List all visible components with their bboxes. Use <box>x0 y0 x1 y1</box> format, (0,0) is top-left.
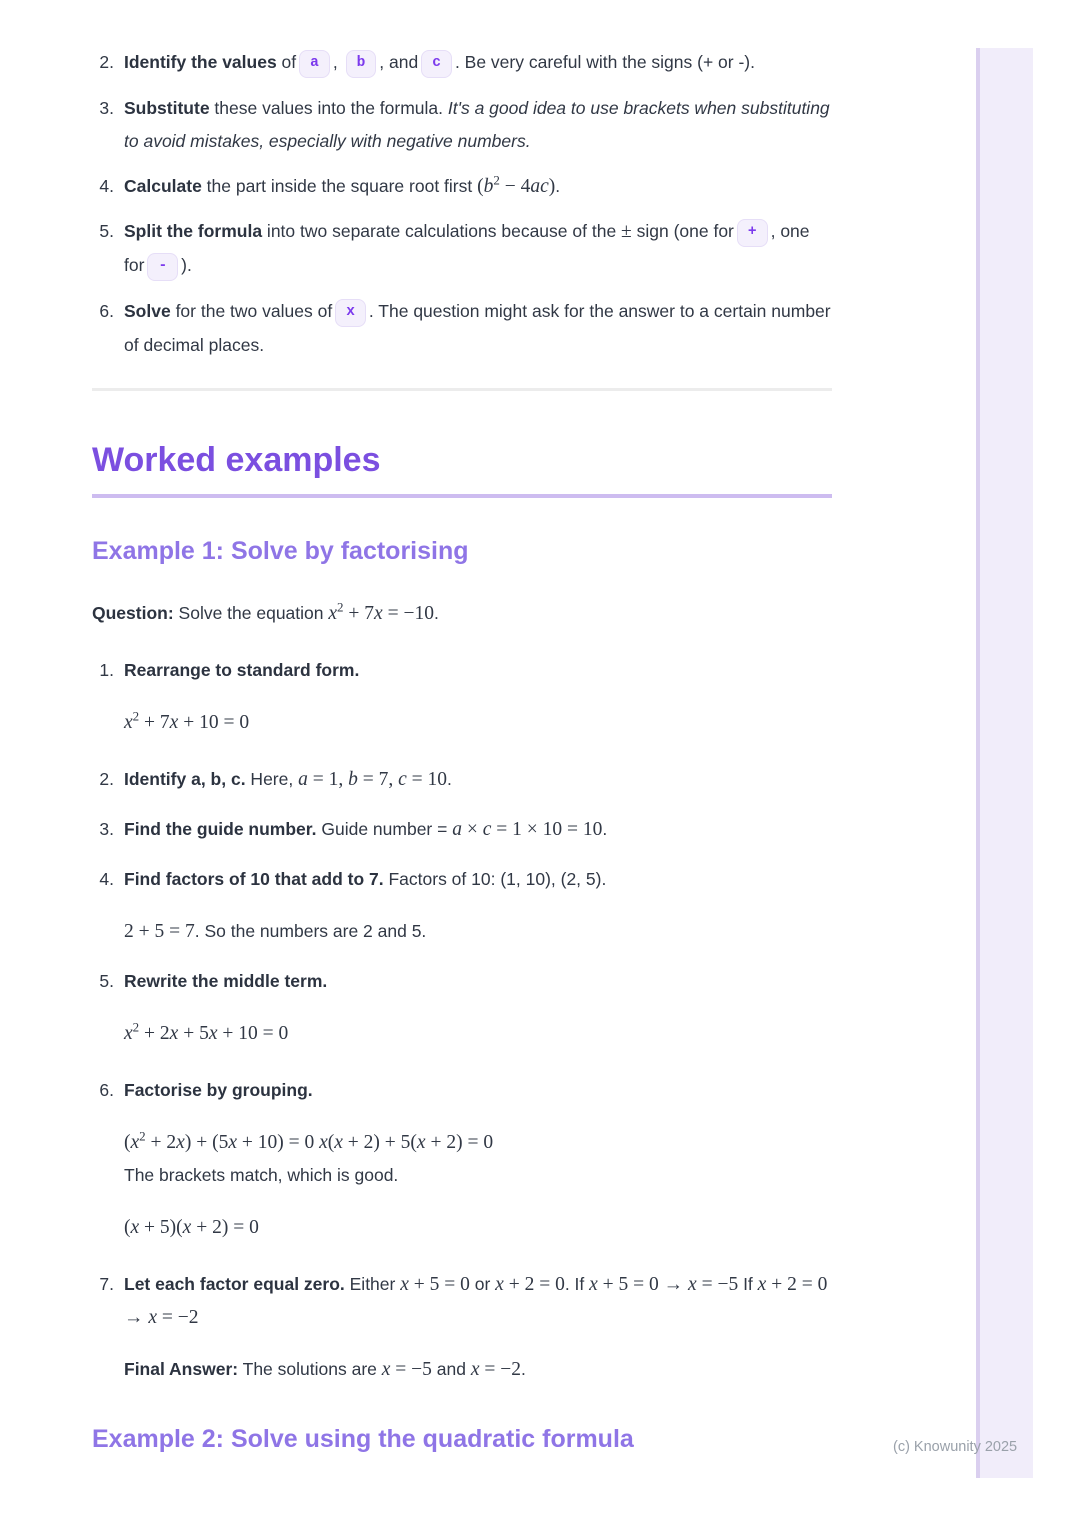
step-text <box>124 1268 832 1386</box>
math-expression: x = −5 <box>381 1359 432 1380</box>
math-expression: 2 + 5 = 7 <box>124 921 195 942</box>
step-bold-lead: Substitute <box>124 98 210 118</box>
step-item-3 <box>92 92 832 158</box>
math-block: (x + 5)(x + 2) = 0 <box>124 1217 259 1238</box>
list-number: 3. <box>99 819 114 839</box>
example-step-1 <box>92 654 832 746</box>
step-bold-lead: Identify the values <box>124 52 277 72</box>
step-bold-lead: Find factors of 10 that add to 7. <box>124 869 384 889</box>
step-text-segment: . So the numbers are 2 and 5. <box>194 921 427 941</box>
question-label: Question: <box>92 603 174 623</box>
page-edge-strip <box>976 48 1033 1478</box>
step-text <box>124 46 832 80</box>
step-text <box>124 215 832 283</box>
math-expression: x + 2 = 0 <box>495 1274 565 1295</box>
step-item-4 <box>92 170 832 203</box>
step-item-5 <box>92 215 832 283</box>
list-number: 7. <box>99 1274 114 1294</box>
question-text: . <box>433 603 439 623</box>
step-bold-lead: Factorise by grouping. <box>124 1080 313 1100</box>
example-step-6 <box>92 1074 832 1251</box>
math-block: $x^2 + 7x + 10 = 0$ <box>124 708 250 733</box>
list-number: 4. <box>99 869 114 889</box>
final-answer-text: and <box>431 1359 471 1379</box>
step-text-segment: of <box>276 52 297 72</box>
step-text-segment: , and <box>379 52 419 72</box>
step-text-segment: the part inside the square root first <box>201 176 478 196</box>
step-text-segment: . If <box>564 1274 590 1294</box>
step-text <box>124 654 832 746</box>
worked-examples-heading: Worked examples <box>92 441 832 498</box>
code-chip-x: x <box>335 299 366 327</box>
step-text-segment: ). <box>181 255 192 275</box>
step-item-2 <box>92 46 832 80</box>
step-bold-lead: Solve <box>124 301 171 321</box>
math-block: $(x^2 + 2x) + (5x + 10) = 0$ x(x + 2) + 5(x + 2) = 0 <box>124 1128 494 1153</box>
step-italic-note: It's a good idea to use brackets when substituting to avoid mistakes, especially with negative numbers. <box>124 98 830 151</box>
code-chip-b: b <box>346 50 377 78</box>
step-text-segment: , one for <box>124 221 810 275</box>
step-text-segment: . <box>447 769 452 789</box>
example-step-7 <box>92 1268 832 1386</box>
step-bold-lead: Identify a, b, c. <box>124 769 246 789</box>
final-answer-label: Final Answer: <box>124 1359 239 1379</box>
step-text-segment: for the two values of <box>170 301 333 321</box>
list-number: 6. <box>99 1080 114 1100</box>
step-text-segment: these values into the formula. <box>209 98 448 118</box>
example-1-heading: Example 1: Solve by factorising <box>92 537 469 565</box>
step-text <box>124 965 832 1057</box>
step-text-segment: . Be very careful with the signs (+ or -). <box>454 52 755 72</box>
list-number: 3. <box>99 98 114 118</box>
step-text <box>124 863 832 948</box>
example-step-4 <box>92 863 832 948</box>
code-chip-plus: + <box>737 219 768 247</box>
step-text-segment: Guide number = <box>316 819 453 839</box>
math-expression: x = −2 <box>470 1359 521 1380</box>
list-number: 4. <box>99 176 114 196</box>
step-text-segment: If <box>738 1274 758 1294</box>
step-bold-lead: Calculate <box>124 176 202 196</box>
example-2-heading: Example 2: Solve using the quadratic formula <box>92 1425 634 1453</box>
copyright-watermark: (c) Knowunity 2025 <box>893 1439 1018 1455</box>
step-item-6 <box>92 295 832 362</box>
example-step-3 <box>92 813 832 846</box>
question-text: Solve the equation <box>173 603 329 623</box>
code-chip-minus: - <box>147 253 178 281</box>
step-subline <box>124 915 832 948</box>
step-text <box>124 170 832 203</box>
example-step-2 <box>92 763 832 796</box>
code-chip-a: a <box>299 50 330 78</box>
step-text-segment: , <box>332 52 343 72</box>
example-step-5 <box>92 965 832 1057</box>
step-text <box>124 813 832 846</box>
step-bold-lead: Split the formula <box>124 221 263 241</box>
step-bold-lead: Find the guide number. <box>124 819 317 839</box>
list-number: 2. <box>99 52 114 72</box>
step-text-segment: . <box>555 176 561 196</box>
step-text-segment: The brackets match, which is good. <box>124 1165 399 1185</box>
step-text-segment: Here, <box>245 769 299 789</box>
section-divider <box>92 388 832 391</box>
final-answer-text: . <box>521 1359 526 1379</box>
math-expression: $(b^2 - 4ac)$ <box>477 172 556 197</box>
step-text-segment: into two separate calculations because of the <box>262 221 622 241</box>
math-expression: x + 5 = 0 <box>400 1274 470 1295</box>
step-text-segment: Either <box>344 1274 401 1294</box>
final-answer <box>124 1353 832 1386</box>
example-1-steps-list <box>92 654 832 1386</box>
math-expression: $x^2 + 7x = -10$ <box>328 599 434 624</box>
math-expression: x + 2 = 0 → x = −2 <box>124 1274 828 1328</box>
step-text-segment: or <box>469 1274 496 1294</box>
math-expression: a = 1, b = 7, c = 10 <box>298 769 447 790</box>
list-number: 5. <box>99 971 114 991</box>
step-bold-lead: Rewrite the middle term. <box>124 971 328 991</box>
step-text-segment: . The question might ask for the answer to a certain number of decimal places. <box>124 301 831 355</box>
list-number: 6. <box>99 301 114 321</box>
step-bold-lead: Rearrange to standard form. <box>124 660 360 680</box>
step-text <box>124 92 832 158</box>
step-text <box>124 763 832 796</box>
code-chip-c: c <box>421 50 452 78</box>
step-text <box>124 295 832 362</box>
math-expression: x + 5 = 0 → x = −5 <box>589 1274 739 1295</box>
step-bold-lead: Let each factor equal zero. <box>124 1274 345 1294</box>
list-number: 1. <box>99 660 114 680</box>
step-text-segment: . <box>602 819 608 839</box>
step-text-segment: sign (one for <box>631 221 734 241</box>
document-content <box>92 0 832 1454</box>
step-text <box>124 1074 832 1251</box>
list-number: 5. <box>99 221 114 241</box>
question-paragraph <box>92 597 832 630</box>
math-block: $x^2 + 2x + 5x + 10 = 0$ <box>124 1019 289 1044</box>
plus-minus-symbol: ± <box>621 221 632 242</box>
list-number: 2. <box>99 769 114 789</box>
math-expression: a × c = 1 × 10 = 10 <box>452 819 603 840</box>
step-text-segment: Factors of 10: (1, 10), (2, 5). <box>383 869 607 889</box>
final-answer-text: The solutions are <box>238 1359 382 1379</box>
formula-steps-list <box>92 46 832 362</box>
